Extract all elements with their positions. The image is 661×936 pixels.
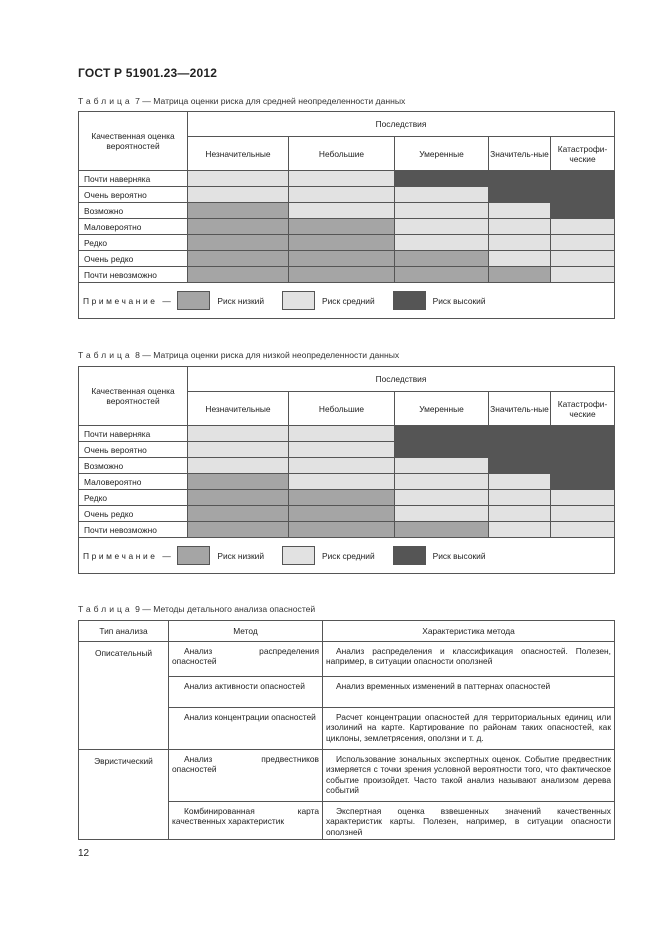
risk-cell <box>395 474 489 490</box>
risk-cell <box>188 267 289 283</box>
column-header: Умеренные <box>395 137 489 171</box>
risk-cell <box>551 251 615 267</box>
probability-row-label: Очень редко <box>79 506 188 522</box>
method-cell: Анализ активности опасностей <box>169 677 323 708</box>
probability-row-label: Редко <box>79 490 188 506</box>
table7-caption <box>78 96 405 106</box>
risk-cell <box>188 251 289 267</box>
table7-caption-word: Таблица <box>78 96 133 106</box>
risk-cell <box>395 267 489 283</box>
risk-cell <box>289 171 395 187</box>
risk-cell <box>289 474 395 490</box>
risk-cell <box>395 442 489 458</box>
analysis-type-cell: Описательный <box>79 642 169 750</box>
risk-cell <box>188 490 289 506</box>
risk-cell <box>489 187 551 203</box>
matrix-row <box>79 219 615 235</box>
probability-row-label: Возможно <box>79 203 188 219</box>
risk-cell <box>489 171 551 187</box>
risk-cell <box>289 458 395 474</box>
legend-low-label: Риск низкий <box>217 550 264 561</box>
risk-cell <box>489 219 551 235</box>
column-header: Незначительные <box>188 137 289 171</box>
risk-cell <box>188 426 289 442</box>
legend-swatch-low <box>177 291 210 310</box>
matrix-row <box>79 474 615 490</box>
probability-row-label: Очень вероятно <box>79 187 188 203</box>
risk-cell <box>188 219 289 235</box>
risk-cell <box>289 426 395 442</box>
legend-high-label: Риск высокий <box>432 295 486 306</box>
header-characteristic: Характеристика метода <box>323 621 615 642</box>
risk-cell <box>489 442 551 458</box>
risk-cell <box>551 235 615 251</box>
risk-cell <box>395 171 489 187</box>
risk-cell <box>188 203 289 219</box>
legend-medium-label: Риск средний <box>322 550 375 561</box>
legend-high-label: Риск высокий <box>432 550 486 561</box>
risk-cell <box>188 506 289 522</box>
risk-cell <box>551 171 615 187</box>
legend-low-label: Риск низкий <box>217 295 264 306</box>
method-cell: Анализ распределения опасностей <box>169 642 323 677</box>
risk-cell <box>551 442 615 458</box>
matrix-row <box>79 442 615 458</box>
risk-cell <box>489 235 551 251</box>
legend-swatch-medium <box>282 291 315 310</box>
header-analysis-type: Тип анализа <box>79 621 169 642</box>
probability-row-label: Маловероятно <box>79 219 188 235</box>
risk-cell <box>395 522 489 538</box>
risk-cell <box>289 490 395 506</box>
matrix-row <box>79 458 615 474</box>
risk-cell <box>551 458 615 474</box>
risk-cell <box>551 522 615 538</box>
risk-matrix-table-8 <box>78 366 615 574</box>
risk-cell <box>551 187 615 203</box>
table8-caption <box>78 350 399 360</box>
risk-cell <box>551 490 615 506</box>
legend-medium-label: Риск средний <box>322 295 375 306</box>
risk-cell <box>188 522 289 538</box>
legend-swatch-low <box>177 546 210 565</box>
column-header: Катастрофи-ческие <box>551 137 615 171</box>
description-cell: Расчет концентрации опасностей для территориальных единиц или изолиний на карте. Картирование по районам таких опасностей, как циклоны, землетрясения, оползни и т. д. <box>323 708 615 750</box>
risk-cell <box>489 203 551 219</box>
risk-cell <box>489 474 551 490</box>
methods-table <box>78 620 615 840</box>
risk-cell <box>489 458 551 474</box>
risk-cell <box>188 442 289 458</box>
column-header: Небольшие <box>289 137 395 171</box>
legend-swatch-medium <box>282 546 315 565</box>
risk-cell <box>551 219 615 235</box>
column-header: Умеренные <box>395 392 489 426</box>
risk-cell <box>188 235 289 251</box>
page-number: 12 <box>78 848 90 859</box>
risk-cell <box>289 522 395 538</box>
risk-cell <box>395 187 489 203</box>
column-header: Значитель-ные <box>489 392 551 426</box>
matrix-row <box>79 203 615 219</box>
matrix-row <box>79 187 615 203</box>
table8-caption-text: 8 — Матрица оценки риска для низкой неопределенности данных <box>135 350 400 360</box>
table9-caption-word: Таблица <box>78 604 133 614</box>
risk-cell <box>489 490 551 506</box>
risk-matrix-table-7 <box>78 111 615 319</box>
legend-swatch-high <box>393 546 426 565</box>
matrix-row <box>79 506 615 522</box>
risk-cell <box>551 506 615 522</box>
risk-cell <box>188 171 289 187</box>
risk-cell <box>489 251 551 267</box>
risk-cell <box>489 267 551 283</box>
risk-cell <box>395 506 489 522</box>
probability-row-label: Возможно <box>79 458 188 474</box>
risk-cell <box>289 506 395 522</box>
probability-row-label: Редко <box>79 235 188 251</box>
legend-row <box>79 538 615 574</box>
consequences-header: Последствия <box>188 367 615 392</box>
probability-header: Качественная оценка вероятностей <box>79 112 188 171</box>
description-cell: Анализ временных изменений в паттернах опасностей <box>323 677 615 708</box>
matrix-row <box>79 235 615 251</box>
matrix-row <box>79 171 615 187</box>
table9-caption <box>78 604 315 614</box>
document-title: ГОСТ Р 51901.23—2012 <box>78 66 218 80</box>
risk-cell <box>395 490 489 506</box>
table9-caption-text: 9 — Методы детального анализа опасностей <box>135 604 316 614</box>
risk-cell <box>188 187 289 203</box>
matrix-row <box>79 522 615 538</box>
matrix-row <box>79 267 615 283</box>
risk-cell <box>395 251 489 267</box>
risk-cell <box>395 219 489 235</box>
matrix-row <box>79 426 615 442</box>
risk-cell <box>489 506 551 522</box>
column-header: Незначительные <box>188 392 289 426</box>
probability-header: Качественная оценка вероятностей <box>79 367 188 426</box>
legend-row <box>79 283 615 319</box>
column-header: Значитель-ные <box>489 137 551 171</box>
note-label: Примечание — <box>83 295 174 306</box>
probability-row-label: Почти наверняка <box>79 426 188 442</box>
risk-cell <box>289 219 395 235</box>
risk-cell <box>395 458 489 474</box>
analysis-type-cell: Эвристический <box>79 750 169 840</box>
probability-row-label: Очень вероятно <box>79 442 188 458</box>
probability-row-label: Почти наверняка <box>79 171 188 187</box>
description-cell: Анализ распределения и классификация опасностей. Полезен, например, в ситуации опасности оползней <box>323 642 615 677</box>
probability-row-label: Маловероятно <box>79 474 188 490</box>
risk-cell <box>551 474 615 490</box>
risk-cell <box>551 267 615 283</box>
risk-cell <box>289 251 395 267</box>
risk-cell <box>289 187 395 203</box>
probability-row-label: Очень редко <box>79 251 188 267</box>
risk-cell <box>395 426 489 442</box>
risk-cell <box>188 458 289 474</box>
risk-cell <box>551 203 615 219</box>
risk-cell <box>489 426 551 442</box>
method-cell: Анализ предвестников опасностей <box>169 750 323 802</box>
method-cell: Комбинированная карта качественных характеристик <box>169 802 323 840</box>
risk-cell <box>289 267 395 283</box>
description-cell: Экспертная оценка взвешенных значений качественных характеристик карты. Полезен, например, в ситуации опасности оползней <box>323 802 615 840</box>
risk-cell <box>188 474 289 490</box>
risk-cell <box>289 442 395 458</box>
risk-cell <box>289 235 395 251</box>
matrix-row <box>79 251 615 267</box>
risk-cell <box>395 203 489 219</box>
probability-row-label: Почти невозможно <box>79 522 188 538</box>
column-header: Небольшие <box>289 392 395 426</box>
header-method: Метод <box>169 621 323 642</box>
risk-cell <box>489 522 551 538</box>
column-header: Катастрофи-ческие <box>551 392 615 426</box>
legend-swatch-high <box>393 291 426 310</box>
description-cell: Использование зональных экспертных оценок. Событие предвестник измеряется с точки зрения условной вероятности того, что фактическое событие произойдет. Часто такой анализ называют анализом дерева событий <box>323 750 615 802</box>
risk-cell <box>395 235 489 251</box>
method-cell: Анализ концентрации опасностей <box>169 708 323 750</box>
risk-cell <box>551 426 615 442</box>
probability-row-label: Почти невозможно <box>79 267 188 283</box>
table8-caption-word: Таблица <box>78 350 133 360</box>
table7-caption-text: 7 — Матрица оценки риска для средней неопределенности данных <box>135 96 406 106</box>
note-label: Примечание — <box>83 550 174 561</box>
matrix-row <box>79 490 615 506</box>
risk-cell <box>289 203 395 219</box>
consequences-header: Последствия <box>188 112 615 137</box>
